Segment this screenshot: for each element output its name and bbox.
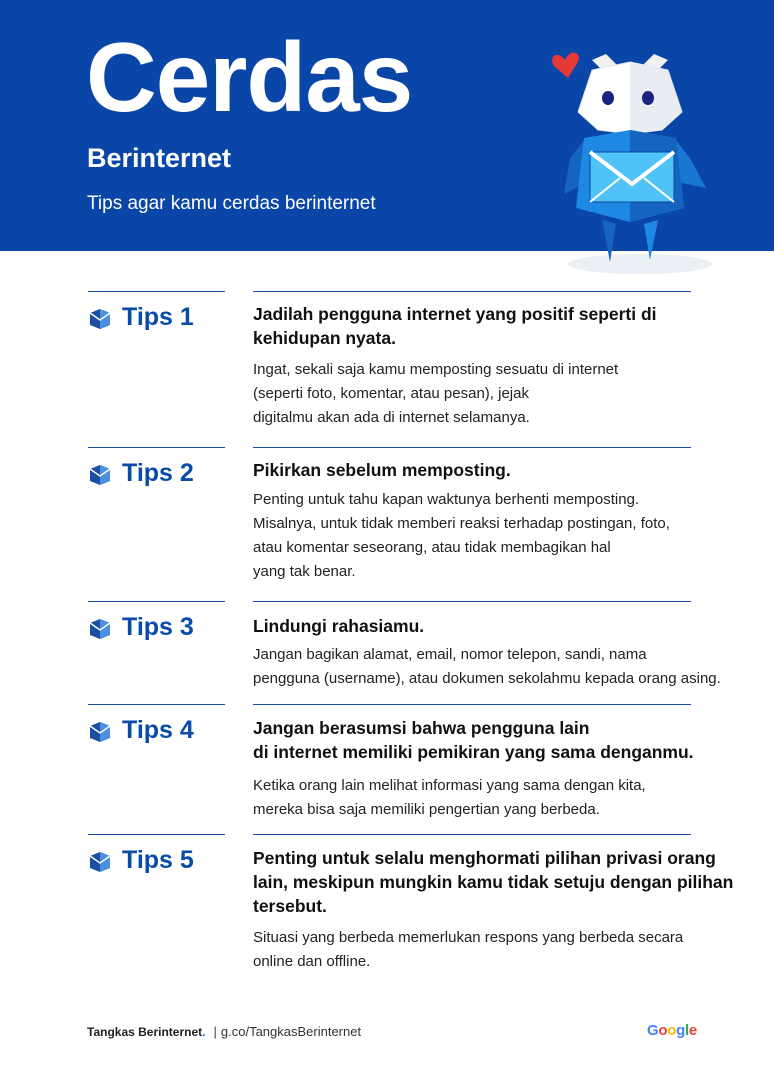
divider [88, 704, 225, 705]
tip-body-line: atau komentar seseorang, atau tidak membagikan hal [253, 539, 611, 556]
tip-label-text: Tips 1 [122, 303, 194, 331]
tip-body [253, 488, 763, 584]
tip-heading-line: di internet memiliki pemikiran yang sama denganmu. [253, 742, 694, 762]
google-logo-letter: o [667, 1022, 677, 1039]
tip-heading-line: lain, meskipun mungkin kamu tidak setuju dengan pilihan [253, 872, 734, 892]
tip-body-line: Jangan bagikan alamat, email, nomor telepon, sandi, nama [253, 646, 647, 663]
google-logo [647, 1022, 697, 1039]
divider [253, 601, 691, 602]
tip-body [253, 358, 763, 430]
tip-body-line: digitalmu akan ada di internet selamanya. [253, 409, 530, 426]
footer-brand-dot: . [202, 1024, 206, 1039]
tip-heading [253, 458, 753, 482]
tip-body-line: Situasi yang berbeda memerlukan respons yang berbeda secara [253, 929, 684, 946]
mascot-eye-left [602, 91, 614, 105]
tip-heading-line: Jadilah pengguna internet yang positif seperti di [253, 304, 657, 324]
tip-label-text: Tips 4 [122, 716, 194, 744]
heart-icon [552, 53, 579, 78]
tip-heading [253, 716, 753, 764]
tip-heading-line: Lindungi rahasiamu. [253, 616, 425, 636]
google-logo-letter: l [685, 1022, 689, 1039]
tip-label [88, 846, 194, 875]
tip-heading-line: tersebut. [253, 896, 327, 916]
tip-label [88, 303, 194, 332]
tip-body-line: (seperti foto, komentar, atau pesan), jejak [253, 385, 529, 402]
mascot-shadow [568, 254, 712, 274]
footer-brand: Tangkas Berinternet [87, 1024, 203, 1039]
tip-body-line: pengguna (username), atau dokumen sekolahmu kepada orang asing. [253, 670, 721, 687]
page-subtitle: Berinternet [87, 143, 232, 173]
google-logo-letter: g [676, 1022, 685, 1039]
tip-label-text: Tips 2 [122, 459, 194, 487]
tip-label-text: Tips 3 [122, 613, 194, 641]
divider [253, 704, 691, 705]
footer-separator: | [213, 1024, 217, 1039]
envelope-cube-icon [88, 462, 112, 486]
divider [88, 834, 225, 835]
tip-heading-line: Penting untuk selalu menghormati pilihan privasi orang [253, 848, 716, 868]
page-title: Cerdas [86, 22, 413, 132]
tip-heading [253, 614, 753, 638]
google-logo-letter: G [647, 1022, 659, 1039]
tip-body-line: online dan offline. [253, 953, 371, 970]
tip-heading [253, 846, 753, 918]
tip-heading-line: kehidupan nyata. [253, 328, 396, 348]
tip-body-line: Misalnya, untuk tidak memberi reaksi terhadap postingan, foto, [253, 515, 670, 532]
tip-body [253, 774, 763, 822]
divider [88, 601, 225, 602]
divider [88, 291, 225, 292]
robot-mascot-illustration [540, 38, 730, 278]
tip-heading-line: Pikirkan sebelum memposting. [253, 460, 511, 480]
mascot-eye-right [642, 91, 654, 105]
tip-heading [253, 302, 753, 350]
envelope-cube-icon [88, 849, 112, 873]
tip-label-text: Tips 5 [122, 846, 194, 874]
mascot-leg-right [644, 220, 658, 260]
envelope-cube-icon [88, 616, 112, 640]
mascot-face-shade [630, 62, 682, 134]
envelope-cube-icon [88, 719, 112, 743]
tip-heading-line: Jangan berasumsi bahwa pengguna lain [253, 718, 590, 738]
divider [253, 447, 691, 448]
page-tagline: Tips agar kamu cerdas berinternet [87, 193, 376, 214]
tip-body-line: Penting untuk tahu kapan waktunya berhenti memposting. [253, 491, 640, 508]
divider [253, 834, 691, 835]
tip-body-line: Ketika orang lain melihat informasi yang sama dengan kita, [253, 777, 646, 794]
divider [88, 447, 225, 448]
tip-body-line: yang tak benar. [253, 563, 356, 580]
divider [253, 291, 691, 292]
google-logo-letter: o [658, 1022, 668, 1039]
google-logo-letter: e [688, 1022, 697, 1039]
envelope-cube-icon [88, 306, 112, 330]
tip-body-line: mereka bisa saja memiliki pengertian yang berbeda. [253, 801, 600, 818]
tip-label [88, 716, 194, 745]
footer [87, 1024, 361, 1039]
tip-body [253, 643, 763, 691]
tip-label [88, 613, 194, 642]
tip-body-line: Ingat, sekali saja kamu memposting sesuatu di internet [253, 361, 619, 378]
footer-url-link[interactable]: g.co/TangkasBerinternet [220, 1024, 362, 1039]
tip-body [253, 926, 763, 974]
tip-label [88, 459, 194, 488]
